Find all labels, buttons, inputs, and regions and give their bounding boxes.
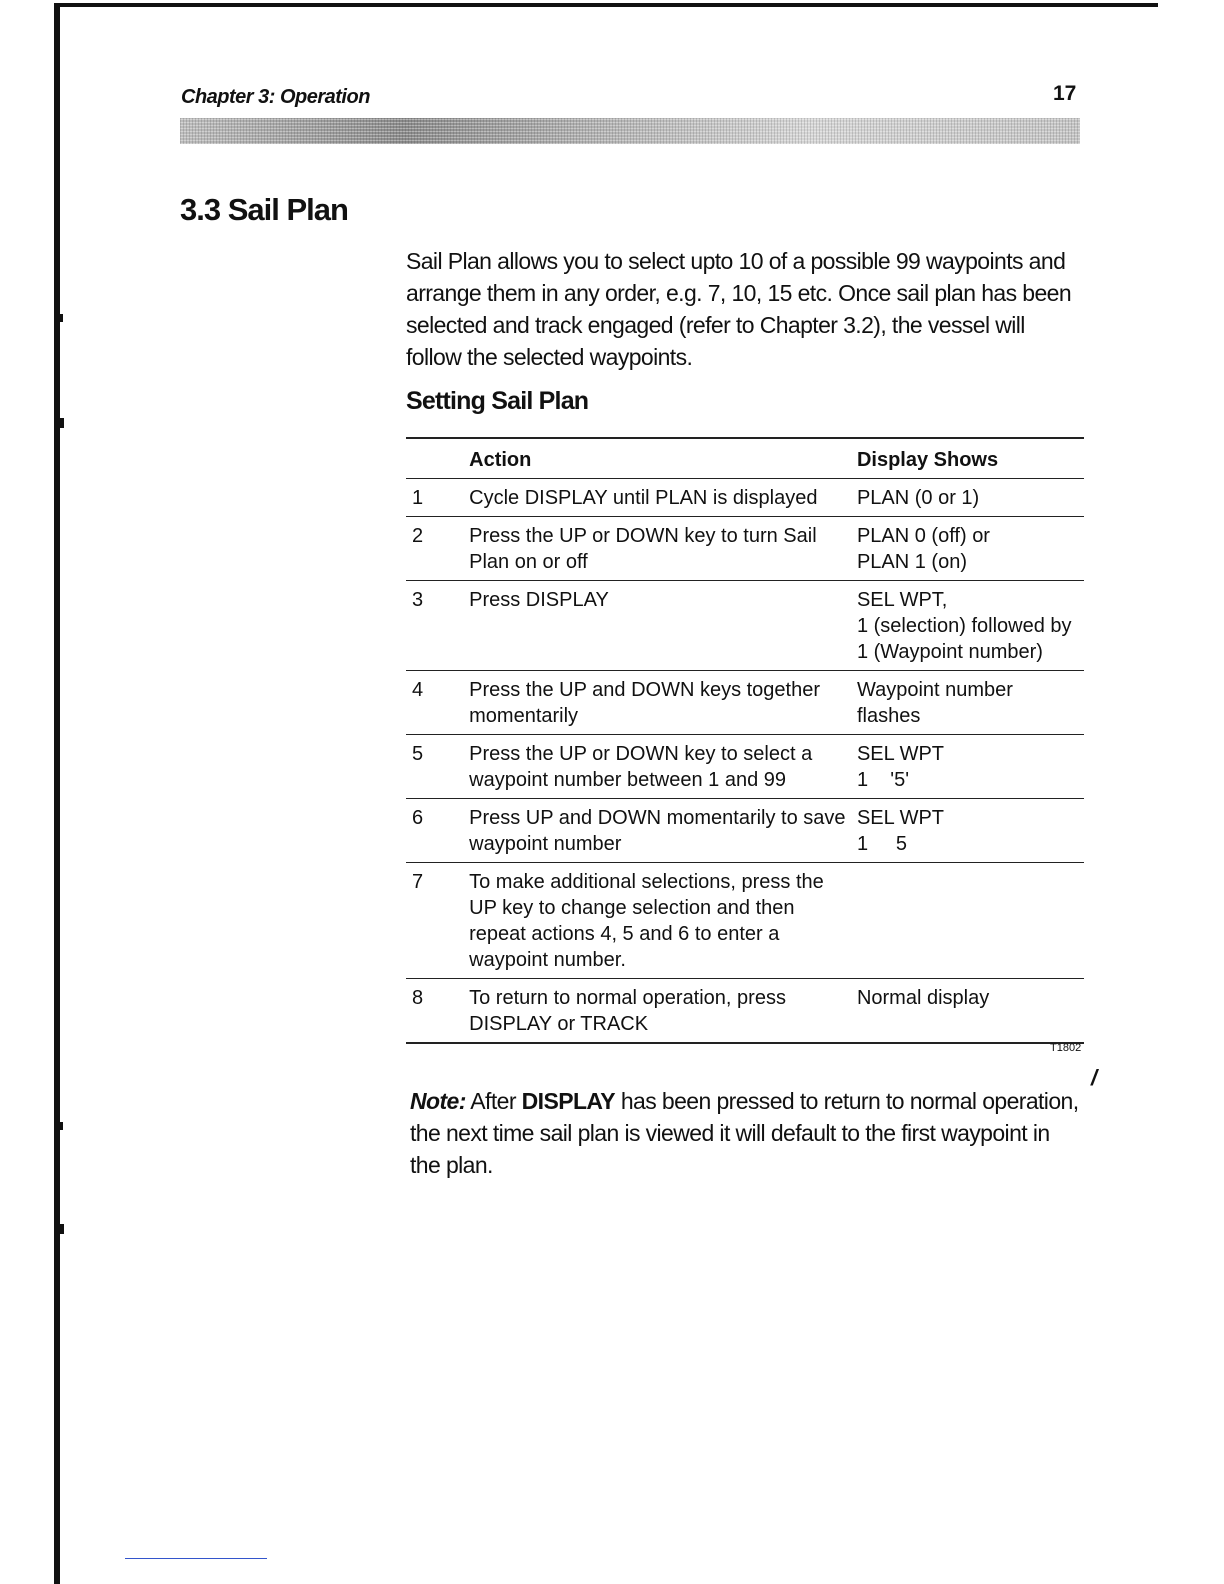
step-display (853, 581, 1084, 671)
chapter-heading: Chapter 3: Operation (181, 86, 370, 108)
note-text-pre: After (465, 1088, 522, 1114)
scan-mark (60, 1224, 64, 1234)
table-row (406, 517, 1084, 581)
step-number: 7 (406, 863, 465, 979)
header-action: Action (465, 438, 853, 479)
note-text-post: has been pressed to return to normal operation, the next time sail plan is viewed it will default to the first waypoint in the plan. (410, 1088, 1079, 1178)
display-line: SEL WPT (856, 743, 945, 765)
step-action: Press UP and DOWN momentarily to save waypoint number (465, 799, 853, 863)
intro-paragraph: Sail Plan allows you to select upto 10 of a possible 99 waypoints and arrange them in any order, e.g. 7, 10, 15 etc. Once sail plan has been selected and track engaged (refer to Chapter 3.2), the vessel will follow the selected waypoints. (406, 248, 1072, 370)
note-key: DISPLAY (521, 1088, 616, 1114)
table-row (406, 979, 1084, 1044)
step-display (853, 517, 1084, 581)
subsection-title: Setting Sail Plan (406, 387, 589, 415)
header-display: Display Shows (853, 438, 1084, 479)
table-header-row (406, 438, 1084, 479)
display-line: 1 (selection) followed by (856, 615, 1072, 637)
step-action: To return to normal operation, press DISPLAY or TRACK (465, 979, 853, 1044)
scan-border-top (56, 3, 1158, 7)
step-number: 1 (406, 479, 465, 517)
note-paragraph (410, 1085, 1080, 1181)
step-display (853, 735, 1084, 799)
scan-mark (60, 418, 64, 428)
step-display (853, 671, 1084, 735)
table-row (406, 863, 1084, 979)
table-row (406, 735, 1084, 799)
step-number: 4 (406, 671, 465, 735)
note-label: Note: (410, 1088, 466, 1114)
display-line: SEL WPT, (856, 589, 948, 611)
step-display (853, 479, 1084, 517)
footer-rule (125, 1558, 267, 1559)
step-action: Cycle DISPLAY until PLAN is displayed (465, 479, 853, 517)
section-title: 3.3 Sail Plan (180, 192, 348, 227)
header-band (180, 118, 1080, 144)
display-line: 1 5 (856, 833, 907, 855)
table-body (406, 479, 1084, 1044)
scan-mark (60, 314, 63, 322)
step-display (853, 979, 1084, 1044)
step-display (853, 863, 1084, 979)
display-line: PLAN (0 or 1) (856, 487, 980, 509)
display-line: PLAN 0 (off) or (856, 525, 990, 547)
steps-table (406, 437, 1084, 1044)
table-row (406, 581, 1084, 671)
display-line: 1 '5' (856, 769, 910, 791)
table-row (406, 671, 1084, 735)
page-number: 17 (1053, 82, 1077, 105)
margin-tick: / (1091, 1065, 1098, 1090)
display-line: 1 (Waypoint number) (856, 641, 1043, 663)
step-display (853, 799, 1084, 863)
header-number (406, 438, 465, 479)
step-action: To make additional selections, press the UP key to change selection and then repeat actions 4, 5 and 6 to enter a waypoint number. (465, 863, 853, 979)
scan-mark (60, 1122, 63, 1130)
display-line: Normal display (856, 987, 990, 1009)
step-action: Press the UP or DOWN key to turn Sail Plan on or off (465, 517, 853, 581)
display-line: Waypoint number flashes (856, 679, 1013, 727)
table-row (406, 799, 1084, 863)
display-line: PLAN 1 (on) (856, 551, 968, 573)
step-action: Press DISPLAY (465, 581, 853, 671)
table-figure-code: T1802 (1050, 1042, 1082, 1054)
table-row (406, 479, 1084, 517)
step-number: 8 (406, 979, 465, 1044)
step-action: Press the UP or DOWN key to select a waypoint number between 1 and 99 (465, 735, 853, 799)
scan-border-left (54, 3, 60, 1584)
step-number: 2 (406, 517, 465, 581)
display-line: SEL WPT (856, 807, 945, 829)
step-number: 3 (406, 581, 465, 671)
step-number: 5 (406, 735, 465, 799)
step-action: Press the UP and DOWN keys together momentarily (465, 671, 853, 735)
step-number: 6 (406, 799, 465, 863)
